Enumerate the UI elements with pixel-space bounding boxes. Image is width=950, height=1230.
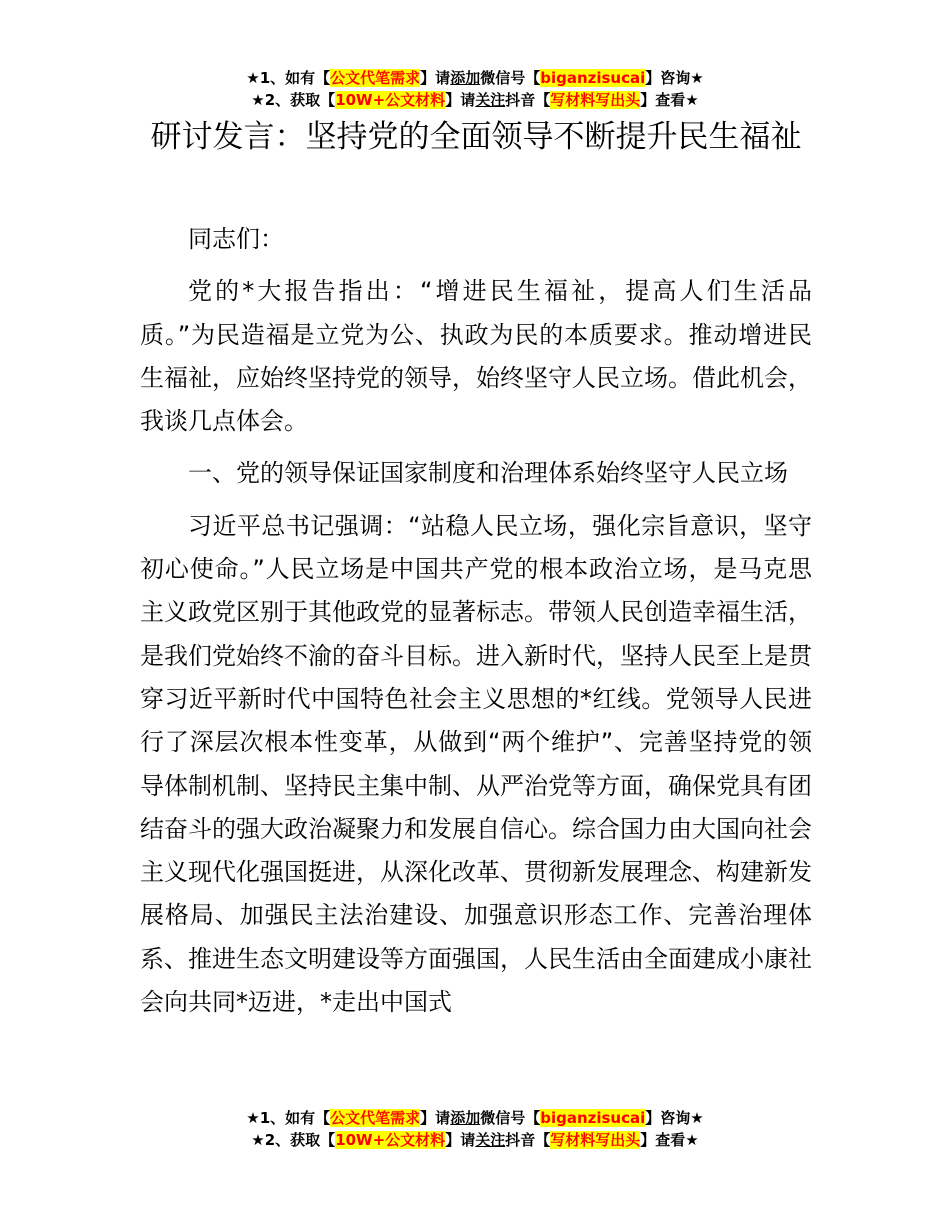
promo-line-1	[0, 1107, 950, 1129]
promo-text: 】咨询★	[645, 1109, 704, 1127]
promo-text: 】查看★	[640, 91, 699, 109]
section-heading: 一、党的领导保证国家制度和治理体系始终坚守人民立场	[188, 459, 788, 488]
promo-line-2	[0, 89, 950, 111]
promo-emphasis: 关注	[475, 91, 506, 109]
promo-highlight: biganzisucai	[540, 1109, 646, 1127]
promo-text: 】请	[420, 1109, 451, 1127]
promo-text: 微信号【	[480, 1109, 541, 1127]
promo-emphasis: 添加	[450, 1109, 481, 1127]
paragraph: 习近平总书记强调：“站稳人民立场，强化宗旨意识，坚守初心使命。”人民立场是中国共产党的根本政治立场，是马克思主义政党区别于其他政党的显著标志。带领人民创造幸福生活，是我们党始终不渝的奋斗目标。进入新时代，坚持人民至上是贯穿习近平新时代中国特色社会主义思想的*红线。党领导人民进行了深层次根本性变革，从做到“两个维护”、完善坚持党的领导体制机制、坚持民主集中制、从严治党等方面，确保党具有团结奋斗的强大政治凝聚力和发展自信心。综合国力由大国向社会主义现代化强国挺进，从深化改革、贯彻新发展理念、构建新发展格局、加强民主法治建设、加强意识形态工作、完善治理体系、推进生态文明建设等方面强国，人民生活由全面建成小康社会向共同*迈进，*走出中国式	[140, 511, 812, 1017]
promo-line-2	[0, 1129, 950, 1151]
promo-highlight: 公文代笔需求	[330, 69, 421, 87]
promo-text: ★1、如有【	[246, 69, 331, 87]
promo-text: 】咨询★	[645, 69, 704, 87]
promo-text: ★2、获取【	[251, 91, 336, 109]
promo-highlight: 10W+公文材料	[335, 91, 446, 109]
promo-text: 抖音【	[505, 91, 551, 109]
promo-emphasis: 添加	[450, 69, 481, 87]
document-title: 研讨发言：坚持党的全面领导不断提升民生福祉	[150, 119, 802, 155]
paragraph: 党的*大报告指出：“增进民生福祉，提高人们生活品质。”为民造福是立党为公、执政为民的本质要求。推动增进民生福祉，应始终坚持党的领导，始终坚守人民立场。借此机会，我谈几点体会。	[140, 277, 812, 436]
promo-highlight: biganzisucai	[540, 69, 646, 87]
promo-text: 微信号【	[480, 69, 541, 87]
header-promo-banner	[0, 67, 950, 111]
promo-text: 】请	[445, 1131, 476, 1149]
promo-text: 】查看★	[640, 1131, 699, 1149]
promo-text: ★2、获取【	[251, 1131, 336, 1149]
promo-emphasis: 关注	[475, 1131, 506, 1149]
promo-text: 】请	[420, 69, 451, 87]
promo-highlight: 公文代笔需求	[330, 1109, 421, 1127]
promo-highlight: 10W+公文材料	[335, 1131, 446, 1149]
promo-highlight: 写材料写出头	[550, 1131, 641, 1149]
promo-line-1	[0, 67, 950, 89]
greeting: 同志们：	[188, 225, 284, 253]
document-body	[140, 218, 812, 1024]
promo-text: ★1、如有【	[246, 1109, 331, 1127]
promo-text: 抖音【	[505, 1131, 551, 1149]
footer-promo-banner	[0, 1107, 950, 1151]
promo-text: 】请	[445, 91, 476, 109]
promo-highlight: 写材料写出头	[550, 91, 641, 109]
